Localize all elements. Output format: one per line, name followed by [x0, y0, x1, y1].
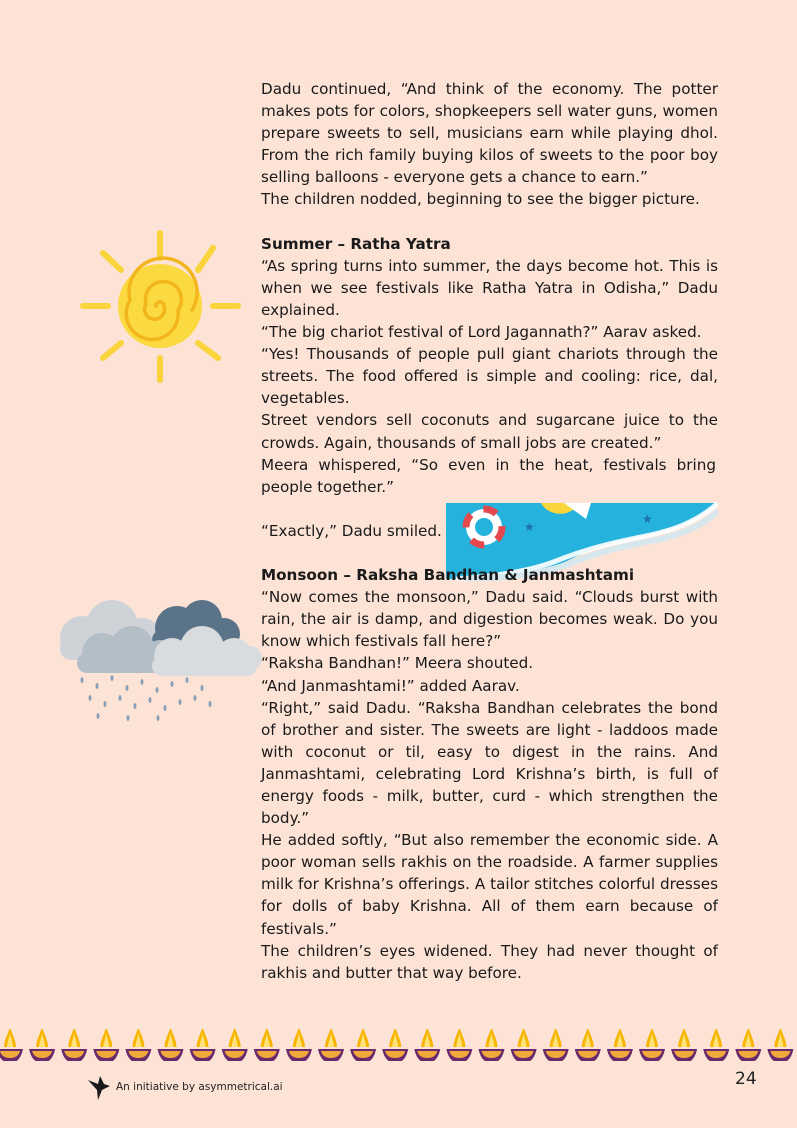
children-nodded-line: The children nodded, beginning to see the bigger picture.	[261, 190, 700, 209]
sun-illustration	[78, 228, 243, 388]
diya-icon	[607, 1029, 633, 1061]
summer-line-5: Meera whispered, “So even in the heat, festivals bring people together.”	[261, 455, 716, 496]
diya-icon	[93, 1029, 119, 1061]
summer-line-4: Street vendors sell coconuts and sugarcane juice to the crowds. Again, thousands of small jobs are created.”	[261, 411, 718, 452]
monsoon-line-1: “Now comes the monsoon,” Dadu said. “Clouds burst with rain, the air is damp, and digestion becomes weak. Do you know which festivals fall here?”	[261, 588, 718, 651]
diya-icon	[575, 1029, 601, 1061]
diya-border	[0, 1029, 797, 1061]
monsoon-line-3: “And Janmashtami!” added Aarav.	[261, 676, 520, 695]
diya-icon	[767, 1029, 793, 1061]
summer-line-3: “Yes! Thousands of people pull giant chariots through the streets. The food offered is simple and cooling: rice, dal, vegetables.	[261, 345, 718, 408]
diya-icon	[735, 1029, 761, 1061]
summer-line-6: “Exactly,” Dadu smiled.	[261, 521, 442, 540]
monsoon-line-6: The children’s eyes widened. They had never thought of rakhis and butter that way before.	[261, 941, 718, 982]
diya-icon	[350, 1029, 376, 1061]
bird-logo-icon	[86, 1074, 112, 1102]
diya-icon	[286, 1029, 312, 1061]
monsoon-line-2: “Raksha Bandhan!” Meera shouted.	[261, 654, 534, 673]
monsoon-heading: Monsoon – Raksha Bandhan & Janmashtami	[261, 566, 635, 585]
svg-text:★: ★	[642, 512, 653, 526]
diya-icon	[479, 1029, 505, 1061]
diya-icon	[29, 1029, 55, 1061]
diya-icon	[511, 1029, 537, 1061]
diya-icon	[158, 1029, 184, 1061]
diya-icon	[61, 1029, 87, 1061]
diya-icon	[0, 1029, 23, 1061]
diya-icon	[671, 1029, 697, 1061]
diya-icon	[639, 1029, 665, 1061]
diya-icon	[190, 1029, 216, 1061]
rain-cloud-illustration	[42, 598, 262, 728]
summer-heading: Summer – Ratha Yatra	[261, 234, 451, 253]
diya-icon	[254, 1029, 280, 1061]
diya-icon	[382, 1029, 408, 1061]
diya-icon	[703, 1029, 729, 1061]
diya-icon	[446, 1029, 472, 1061]
monsoon-line-4: “Right,” said Dadu. “Raksha Bandhan celebrates the bond of brother and sister. The sweets are light - laddoos made with coconut or til, easy to digest in the rains. And Janmashtami, celebrating Lord Krishna’s birth, is full of energy foods - milk, butter, curd - which strengthen the body.”	[261, 698, 718, 828]
svg-text:★: ★	[524, 520, 535, 534]
summer-line-2: “The big chariot festival of Lord Jagannath?” Aarav asked.	[261, 323, 702, 342]
diya-icon	[125, 1029, 151, 1061]
story-text	[261, 78, 718, 984]
page-number: 24	[735, 1069, 757, 1089]
diya-icon	[414, 1029, 440, 1061]
economy-paragraph: Dadu continued, “And think of the economy. The potter makes pots for colors, shopkeepers sell water guns, women prepare sweets to sell, musicians earn while playing dhol. From the rich family buying kilos of sweets to the poor boy selling balloons - everyone gets a chance to earn.”	[261, 80, 718, 187]
footer-initiative: An initiative by asymmetrical.ai	[116, 1081, 283, 1093]
diya-icon	[543, 1029, 569, 1061]
monsoon-line-5: He added softly, “But also remember the economic side. A poor woman sells rakhis on the roadside. A farmer supplies milk for Krishna’s offerings. A tailor stitches colorful dresses for dolls of baby Krishna. All of them earn because of festivals.”	[261, 831, 718, 938]
diya-icon	[222, 1029, 248, 1061]
diya-icon	[318, 1029, 344, 1061]
summer-line-1: “As spring turns into summer, the days become hot. This is when we see festivals like Ratha Yatra in Odisha,” Dadu explained.	[261, 256, 718, 319]
